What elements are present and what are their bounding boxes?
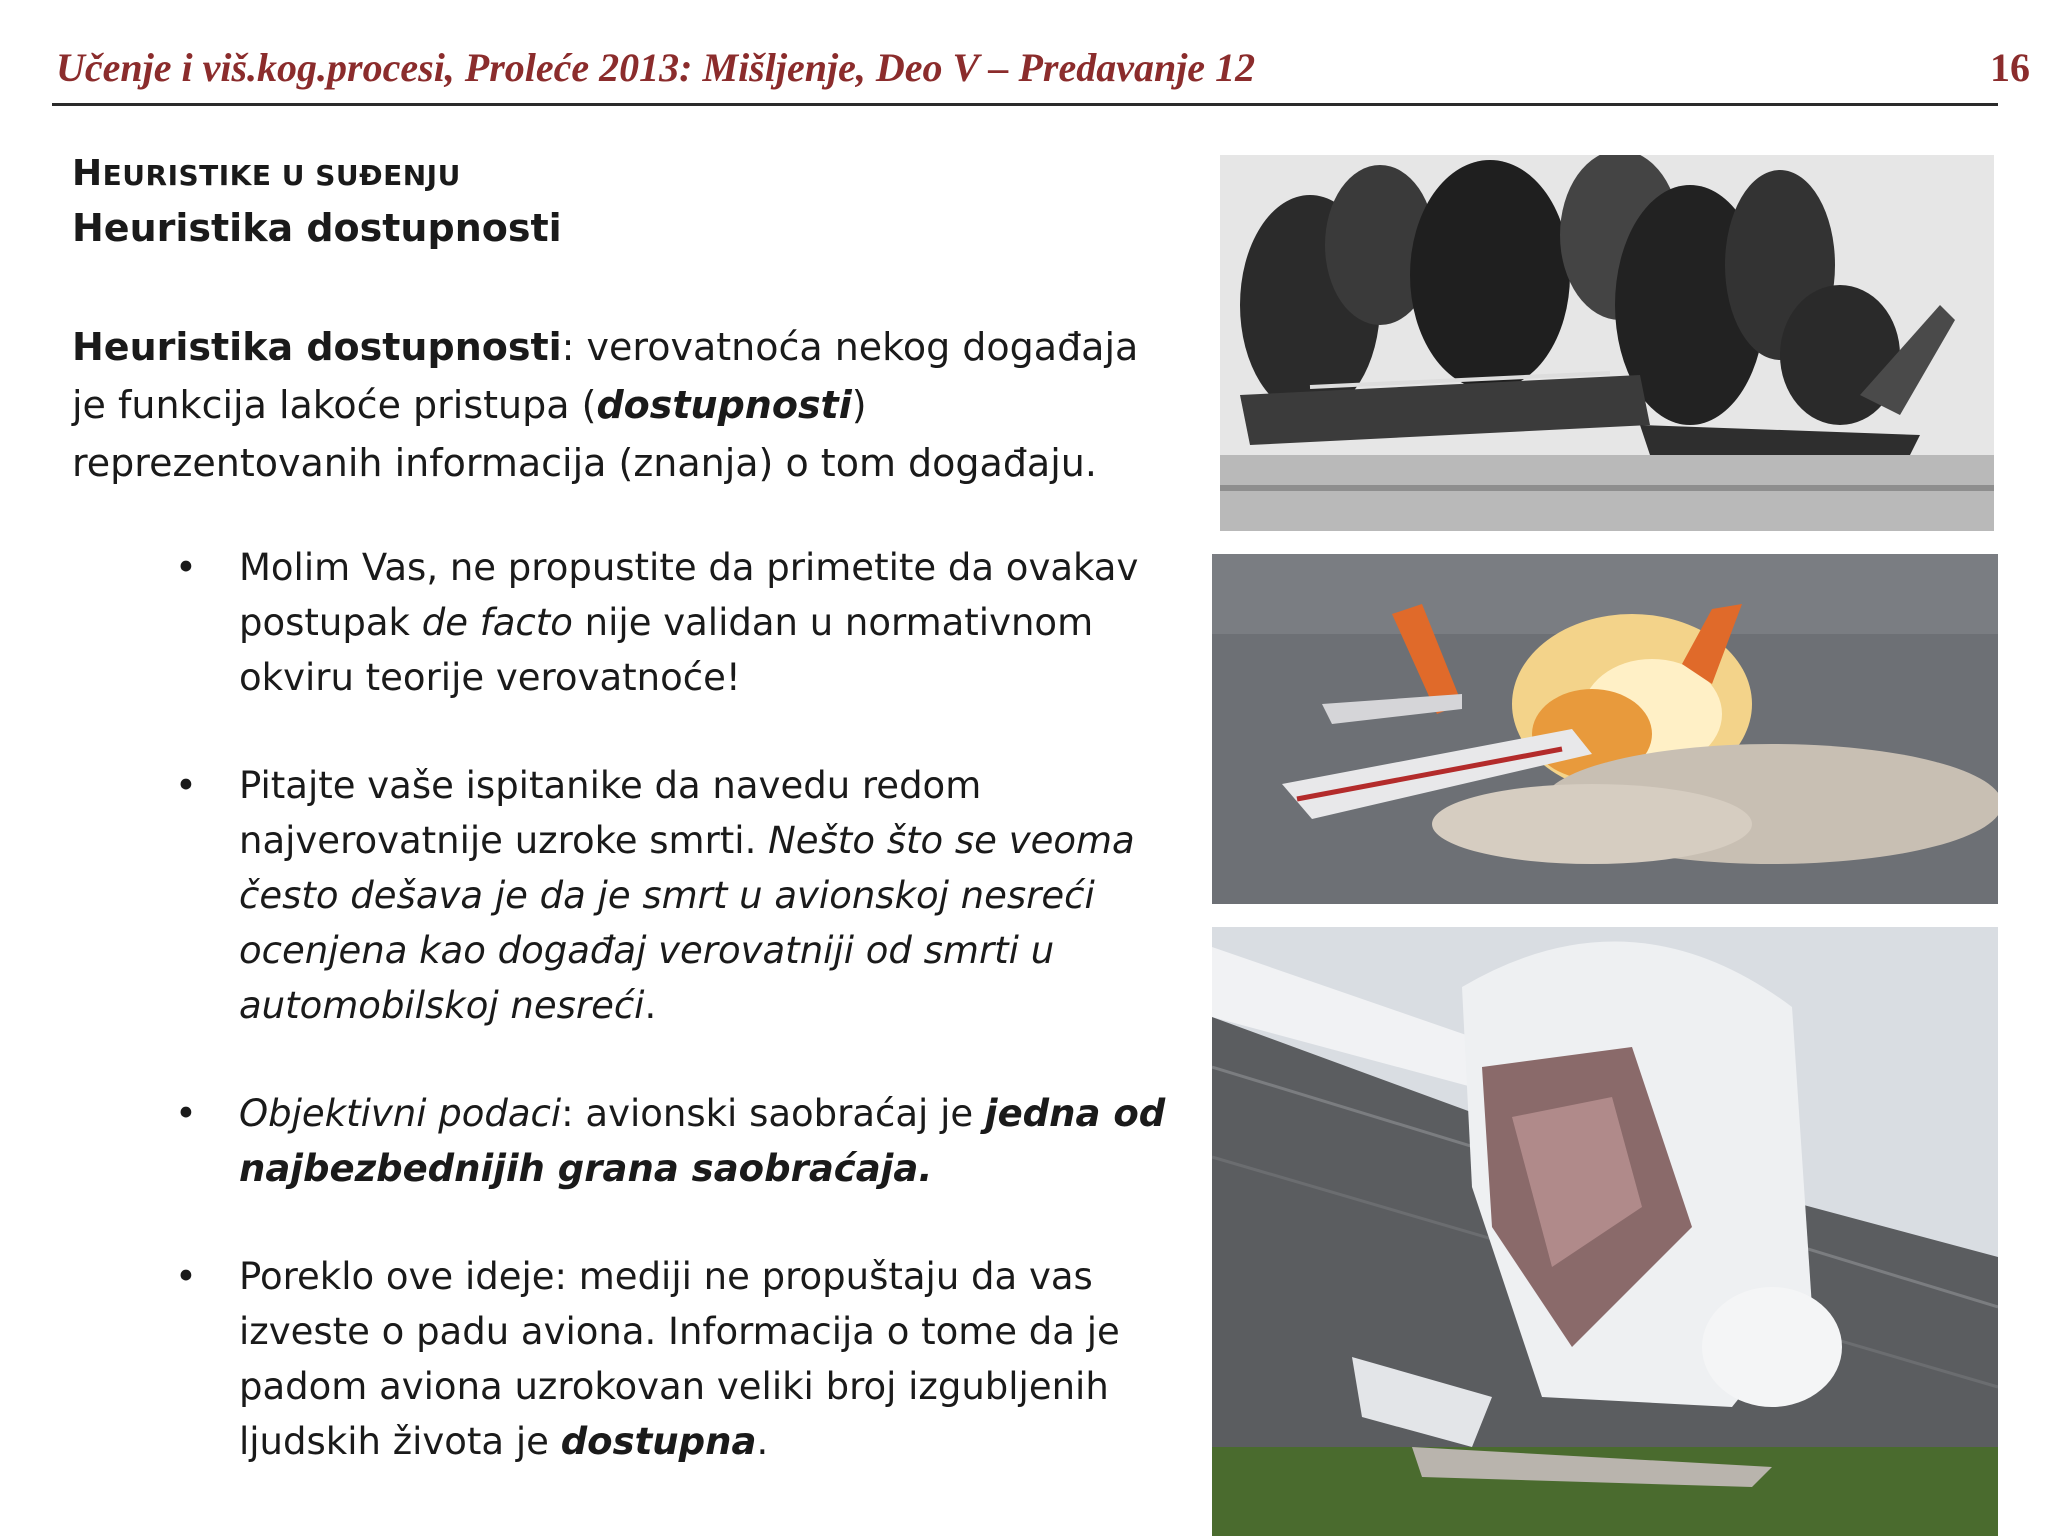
- header-rule: [52, 103, 1998, 106]
- burning-plane-photo: [1220, 155, 1994, 531]
- page-number: 16: [1990, 45, 2030, 90]
- bullet-symbol: •: [175, 546, 197, 589]
- definition-text-1: : verovatnoća nekog događaja je funkcija lakoće pristupa (: [72, 325, 1139, 427]
- crashed-plane-photo: [1212, 927, 1998, 1536]
- header-title: Učenje i viš.kog.procesi, Proleće 2013: Mišljenje, Deo V – Predavanje 12: [56, 45, 1256, 90]
- bullet-text-end: nije validan u normativnom okviru teorije verovatnoće!: [239, 601, 1094, 699]
- subheading: Heuristika dostupnosti: [72, 206, 562, 250]
- bullet-list: [72, 540, 1182, 1469]
- bullet-text: Molim Vas, ne propustite da primetite da ovakav postupak: [239, 546, 1139, 644]
- bullet-bold-italic: dostupna: [560, 1420, 757, 1463]
- bullet-italic: de facto: [421, 601, 573, 644]
- bullet-item: [72, 1249, 1182, 1469]
- bullet-item: [72, 1086, 1182, 1196]
- bullet-text: : avionski saobraćaj je: [561, 1092, 985, 1135]
- bullet-symbol: •: [175, 1255, 197, 1298]
- definition-term: Heuristika dostupnosti: [72, 325, 562, 369]
- bullet-symbol: •: [175, 1092, 197, 1135]
- definition-emphasis: dostupnosti: [596, 383, 852, 427]
- slide-content: [72, 150, 1182, 1522]
- bullet-item: [72, 758, 1182, 1033]
- section-heading-initial: H: [72, 153, 103, 194]
- definition-text-2: ) reprezentovanih informacija (znanja) o tom događaju.: [72, 383, 1097, 485]
- bullet-text: Poreklo ove ideje: mediji ne propuštaju da vas izveste o padu aviona. Informacija o tome da je padom aviona uzrokovan veliki broj izgubljenih ljudskih života je: [239, 1255, 1120, 1463]
- bullet-item: [72, 540, 1182, 705]
- bullet-bold-italic: jedna od najbezbednijih grana saobraćaja.: [239, 1092, 1166, 1190]
- bullet-text-end: .: [644, 984, 657, 1027]
- bullet-text: Pitajte vaše ispitanike da navedu redom najverovatnije uzroke smrti.: [239, 764, 982, 862]
- bullet-symbol: •: [175, 764, 197, 807]
- definition-paragraph: [72, 318, 1182, 492]
- header: [52, 44, 2030, 100]
- bullet-text-end: .: [756, 1420, 769, 1463]
- exploding-plane-photo: [1212, 554, 1998, 904]
- section-heading-rest: EURISTIKE U SUĐENJU: [102, 159, 461, 192]
- bullet-italic: Nešto što se veoma često dešava je da je smrt u avionskoj nesreći ocenjena kao događaj verovatniji od smrti u automobilskoj nesreći: [239, 819, 1135, 1027]
- section-heading: [72, 150, 1182, 200]
- bullet-italic: Objektivni podaci: [239, 1092, 562, 1135]
